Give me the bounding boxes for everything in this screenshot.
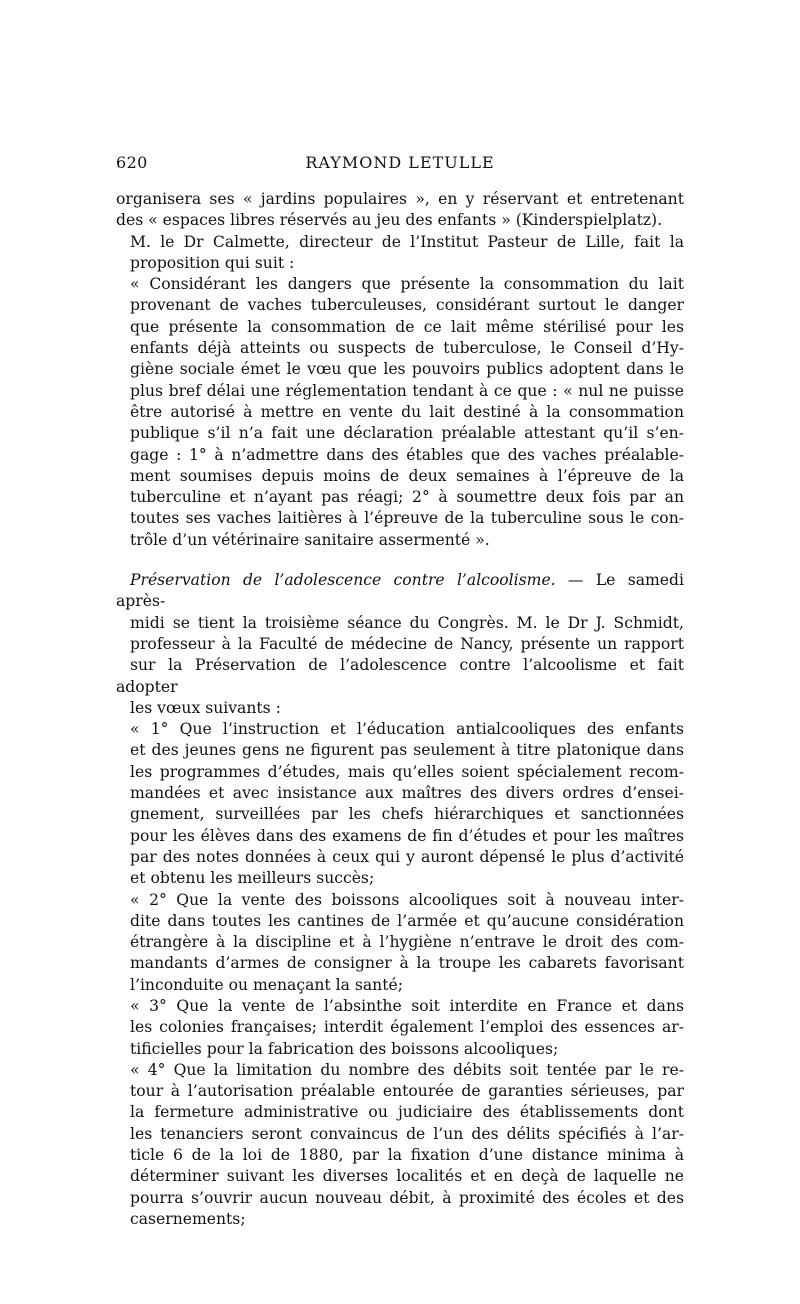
text-line: mandées et avec insistance aux maîtres des divers ordres d’ensei- — [130, 784, 684, 803]
text-line: « Considérant les dangers que présente la consommation du lait — [130, 275, 684, 294]
text-line: pour les élèves dans des examens de fin d’études et pour les maîtres — [130, 826, 684, 845]
text-line: « 4° Que la limitation du nombre des débits soit tentée par le re- — [130, 1060, 684, 1079]
section-title: Préservation de l’adolescence contre l’alcoolisme. — [130, 571, 556, 590]
paragraph — [116, 1060, 684, 1230]
paragraph — [116, 232, 684, 275]
text-line: les vœux suivants : — [130, 698, 281, 717]
text-fragment: — Le samedi après- — [116, 571, 684, 611]
page-number: 620 — [116, 153, 148, 172]
text-line — [116, 570, 684, 613]
text-line: déterminer suivant les diverses localités et en deçà de laquelle ne — [130, 1167, 684, 1186]
paragraph — [116, 189, 684, 232]
text-line: casernements; — [130, 1209, 246, 1228]
text-line: la fermeture administrative ou judiciaire des établissements dont — [130, 1103, 684, 1122]
running-title: RAYMOND LETULLE — [305, 153, 495, 172]
text-line: midi se tient la troisième séance du Congrès. M. le Dr J. Schmidt, — [130, 613, 684, 632]
book-page — [116, 153, 684, 1230]
text-line: sur la Préservation de l’adolescence contre l’alcoolisme et fait adopter — [116, 656, 684, 696]
text-line: l’inconduite ou menaçant la santé; — [130, 975, 403, 994]
text-line: des « espaces libres réservés au jeu des enfants » (Kinderspielplatz). — [116, 211, 663, 230]
text-line: plus bref délai une réglementation tendant à ce que : « nul ne puisse — [130, 381, 684, 400]
text-line: toutes ses vaches laitières à l’épreuve de la tuberculine sous le con- — [130, 509, 684, 528]
text-line: provenant de vaches tuberculeuses, considérant surtout le danger — [130, 296, 684, 315]
text-line: pourra s’ouvrir aucun nouveau débit, à proximité des écoles et des — [130, 1188, 684, 1207]
text-line: enfants déjà atteints ou suspects de tuberculose, le Conseil d’Hy- — [130, 339, 684, 358]
text-line: les tenanciers seront convaincus de l’un des délits spécifiés à l’ar- — [130, 1124, 684, 1143]
text-line: « 3° Que la vente de l’absinthe soit interdite en France et dans — [130, 996, 684, 1015]
text-line: proposition qui suit : — [130, 253, 295, 272]
page-header — [116, 153, 684, 179]
text-line: trôle d’un vétérinaire sanitaire assermenté ». — [130, 530, 490, 549]
text-line: professeur à la Faculté de médecine de Nancy, présente un rapport — [130, 634, 684, 653]
text-line: dite dans toutes les cantines de l’armée et qu’aucune considération — [130, 911, 684, 930]
text-line: M. le Dr Calmette, directeur de l’Institut Pasteur de Lille, fait la — [130, 232, 684, 251]
text-line: mandants d’armes de consigner à la troupe les cabarets favorisant — [130, 954, 684, 973]
paragraph — [116, 996, 684, 1060]
text-line: tuberculine et n’ayant pas réagi; 2° à soumettre deux fois par an — [130, 488, 684, 507]
paragraph — [116, 274, 684, 551]
text-line: ment soumises depuis moins de deux semaines à l’épreuve de la — [130, 466, 684, 485]
text-line: les programmes d’études, mais qu’elles soient spécialement recom- — [130, 762, 684, 781]
text-line: et des jeunes gens ne figurent pas seulement à titre platonique dans — [130, 741, 684, 760]
text-line: « 2° Que la vente des boissons alcooliques soit à nouveau inter- — [130, 890, 684, 909]
text-line: que présente la consommation de ce lait même stérilisé pour les — [130, 317, 684, 336]
paragraph — [116, 719, 684, 889]
text-line: ticle 6 de la loi de 1880, par la fixation d’une distance minima à — [130, 1146, 684, 1165]
text-line: gnement, surveillées par les chefs hiérarchiques et sanctionnées — [130, 805, 684, 824]
text-line: par des notes données à ceux qui y auront dépensé le plus d’activité — [130, 847, 684, 866]
text-line: tour à l’autorisation préalable entourée de garanties sérieuses, par — [130, 1082, 684, 1101]
text-line: étrangère à la discipline et à l’hygiène n’entrave le droit des com- — [130, 933, 684, 952]
text-line: publique s’il n’a fait une déclaration préalable attestant qu’il s’en- — [130, 424, 684, 443]
paragraph — [116, 890, 684, 996]
page-body — [116, 189, 684, 1230]
section-paragraph — [116, 570, 684, 719]
text-line: organisera ses « jardins populaires », en y réservant et entretenant — [116, 190, 684, 208]
text-line: giène sociale émet le vœu que les pouvoirs publics adoptent dans le — [130, 360, 684, 379]
text-line: gage : 1° à n’admettre dans des étables que des vaches préalable- — [130, 445, 684, 464]
text-line: les colonies françaises; interdit également l’emploi des essences ar- — [130, 1018, 684, 1037]
text-line: tificielles pour la fabrication des boissons alcooliques; — [130, 1039, 559, 1058]
text-line: et obtenu les meilleurs succès; — [130, 869, 375, 888]
text-line: « 1° Que l’instruction et l’éducation antialcooliques des enfants — [130, 720, 684, 739]
text-line: être autorisé à mettre en vente du lait destiné à la consommation — [130, 402, 684, 421]
